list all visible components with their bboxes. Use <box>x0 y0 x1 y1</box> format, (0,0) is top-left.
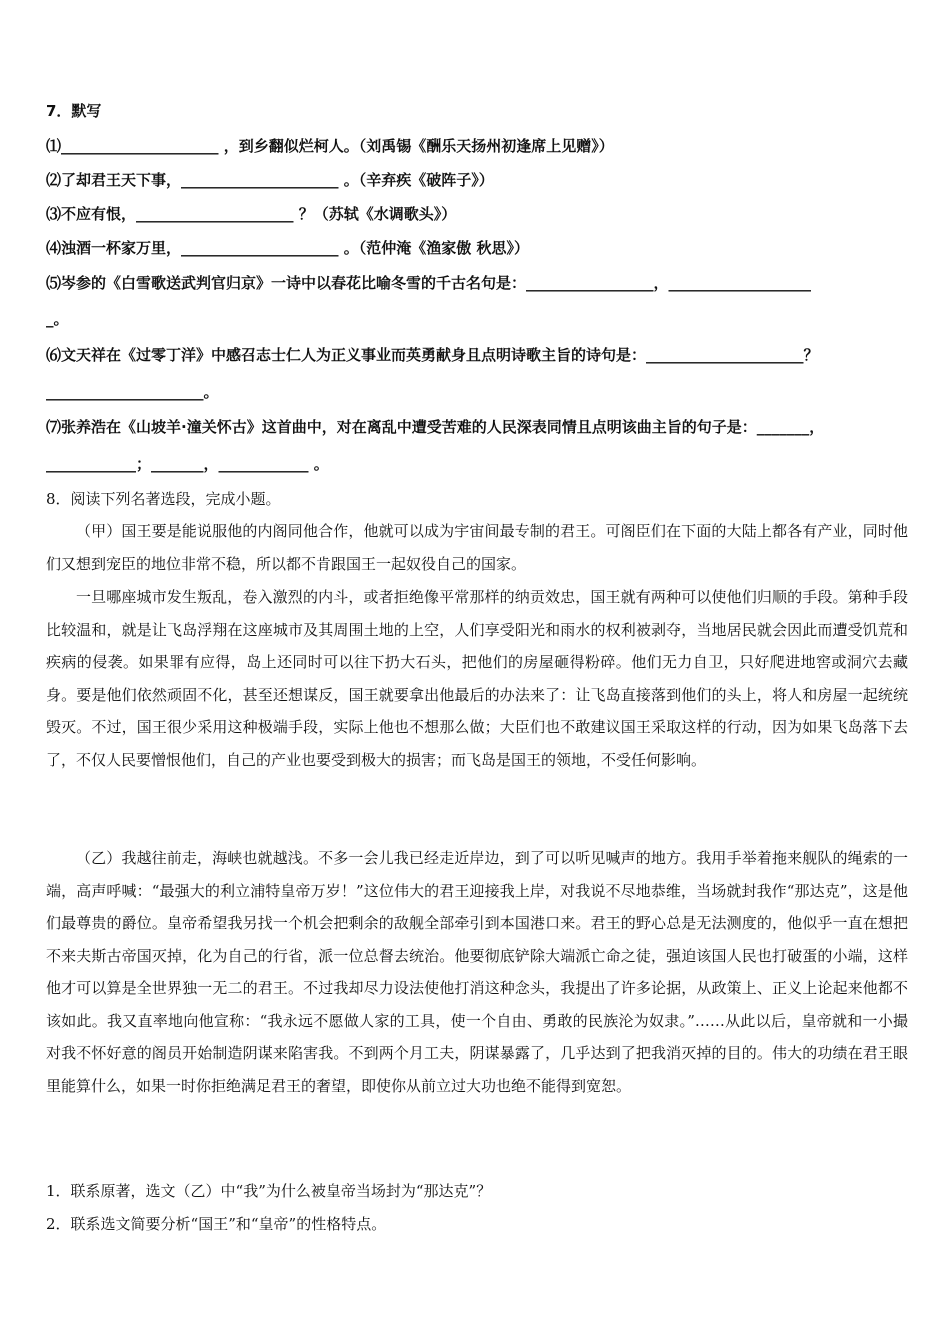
q7-item-4: ⑷浊酒一杯家万里，_____________________ 。（范仲淹《渔家傲 秋思》） <box>46 239 529 257</box>
q7-item-6: ⑹文天祥在《过零丁洋》中感召志士仁人为正义事业而英勇献身且点明诗歌主旨的诗句是：_____________________？ <box>46 346 819 364</box>
q7-item-3: ⑶不应有恨，_____________________ ？（苏轼《水调歌头》） <box>46 205 457 223</box>
q7-item-6-cont: _____________________。 <box>46 383 219 401</box>
q7-item-5: ⑸岑参的《白雪歌送武判官归京》一诗中以春花比喻冬雪的千古名句是：_________________，___________________ <box>46 274 812 292</box>
q7-title: 7．默写 <box>46 102 102 120</box>
q7-item-7: ⑺张养浩在《山坡羊·潼关怀古》这首曲中，对在离乱中遭受苦难的人民深表同情且点明该曲主旨的句子是：_______， <box>46 418 825 436</box>
passage-a-continued: 一旦哪座城市发生叛乱，卷入激烈的内斗，或者拒绝像平常那样的纳贡效忠，国王就有两种可以使他们归顺的手段。第种手段比较温和，就是让飞岛浮翔在这座城市及其周围土地的上空，人们享受阳光和雨水的权利被剥夺，当地居民就会因此而遭受饥荒和疾病的侵袭。如果罪有应得，岛上还同时可以往下扔大石头，把他们的房屋砸得粉碎。他们无力自卫，只好爬进地窖或洞穴去藏身。要是他们依然顽固不化，甚至还想谋反，国王就要拿出他最后的办法来了：让飞岛直接落到他们的头上，将人和房屋一起统统毁灭。不过，国王很少采用这种极端手段，实际上他也不想那么做；大臣们也不敢建议国王采取这样的行动，因为如果飞岛落下去了，不仅人民要憎恨他们，自己的产业也要受到极大的损害；而飞岛是国王的领地，不受任何影响。 <box>46 588 908 769</box>
q7-item-2: ⑵了却君王天下事，_____________________ 。（辛弃疾《破阵子》） <box>46 171 494 189</box>
q7-item-7-cont: ____________；_______，____________ 。 <box>46 455 329 473</box>
q8-sub-question-1: 1．联系原著，选文（乙）中“我”为什么被皇帝当场封为“那达克”？ <box>46 1182 492 1200</box>
q8-title: 8．阅读下列名著选段，完成小题。 <box>46 490 281 508</box>
q8-sub-question-2: 2．联系选文简要分析“国王”和“皇帝”的性格特点。 <box>46 1215 387 1233</box>
passage-b: （乙）我越往前走，海峡也就越浅。不多一会儿我已经走近岸边，到了可以听见喊声的地方。我用手举着拖来舰队的绳索的一端，高声呼喊：“最强大的利立浦特皇帝万岁！”这位伟大的君王迎接我上岸，对我说不尽地恭维，当场就封我作“那达克”，这是他们最尊贵的爵位。皇帝希望我另找一个机会把剩余的敌舰全部牵引到本国港口来。君王的野心总是无法测度的，他似乎一直在想把不来夫斯古帝国灭掉，化为自己的行省，派一位总督去统治。他要彻底铲除大端派亡命之徒，强迫该国人民也打破蛋的小端，这样他才可以算是全世界独一无二的君王。不过我却尽力设法使他打消这种念头，我提出了许多论据，从政策上、正义上论起来他都不该如此。我又直率地向他宣称：“我永远不愿做人家的工具，使一个自由、勇敢的民族沦为奴隶。”……从此以后，皇帝就和一小撮对我不怀好意的阁员开始制造阴谋来陷害我。不到两个月工夫，阴谋暴露了，几乎达到了把我消灭掉的目的。伟大的功绩在君王眼里能算什么，如果一时你拒绝满足君王的奢望，即使你从前立过大功也绝不能得到宽恕。 <box>46 849 908 1095</box>
passage-a: （甲）国王要是能说服他的内阁同他合作，他就可以成为宇宙间最专制的君王。可阁臣们在下面的大陆上都各有产业，同时他们又想到宠臣的地位非常不稳，所以都不肯跟国王一起奴役自己的国家。 <box>46 522 908 573</box>
q7-item-5-cont: _。 <box>46 310 69 328</box>
q7-item-1: ⑴_____________________ ，到乡翻似烂柯人。（刘禹锡《酬乐天扬州初逢席上见赠》） <box>46 137 614 155</box>
